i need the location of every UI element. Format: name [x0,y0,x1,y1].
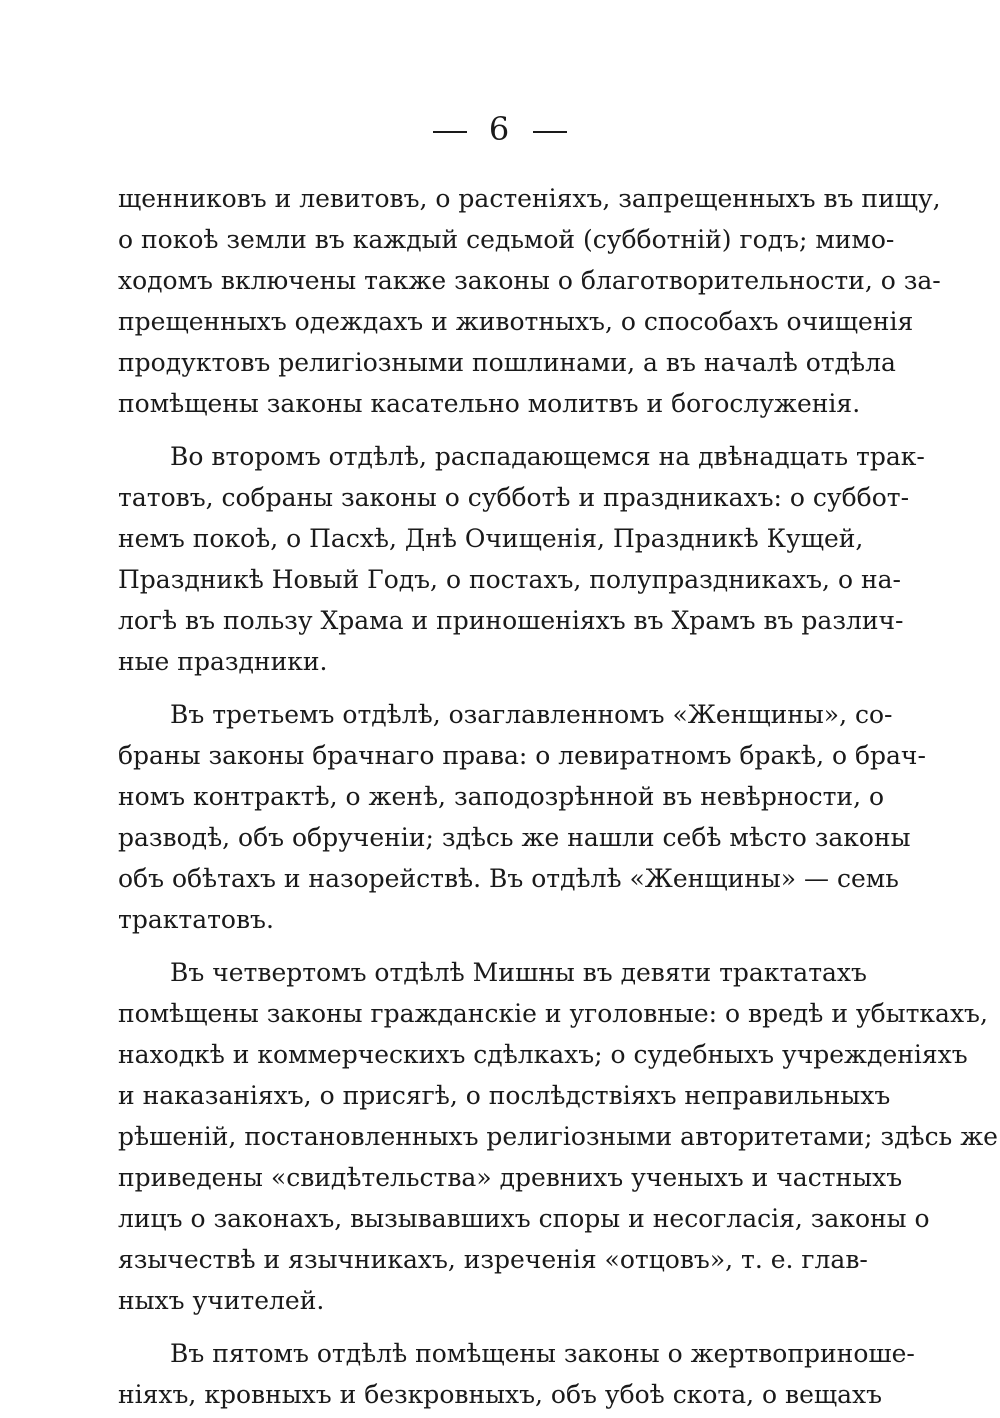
right-dash [533,131,567,133]
text-line: логѣ въ пользу Храма и приношеніяхъ въ Храмъ въ различ- [118,606,904,635]
text-line: щенниковъ и левитовъ, о растеніяхъ, запрещенныхъ въ пищу, [118,184,941,213]
text-line: находкѣ и коммерческихъ сдѣлкахъ; о судебныхъ учрежденіяхъ [118,1040,968,1069]
page-number-header [0,110,1000,148]
text-line: татовъ, собраны законы о субботѣ и праздникахъ: о суббот- [118,483,910,512]
paragraph-1 [118,178,941,424]
page-number: 6 [488,110,512,148]
text-line: Въ пятомъ отдѣлѣ помѣщены законы о жертвоприноше- [170,1339,915,1368]
text-line: ныхъ учителей. [118,1286,325,1315]
text-line: Праздникѣ Новый Годъ, о постахъ, полупраздникахъ, о на- [118,565,901,594]
body-text [118,178,998,1415]
text-line: язычествѣ и язычникахъ, изреченія «отцовъ», т. е. глав- [118,1245,868,1274]
text-line: и наказаніяхъ, о присягѣ, о послѣдствіяхъ неправильныхъ [118,1081,891,1110]
text-line: объ обѣтахъ и назорействѣ. Въ отдѣлѣ «Женщины» — семь [118,864,899,893]
paragraph-2 [118,436,925,682]
text-line: о покоѣ земли въ каждый седьмой (субботній) годъ; мимо- [118,225,895,254]
text-line: рѣшеній, постановленныхъ религіозными авторитетами; здѣсь же [118,1122,998,1151]
text-line: разводѣ, объ обрученіи; здѣсь же нашли себѣ мѣсто законы [118,823,911,852]
text-line: Въ четвертомъ отдѣлѣ Мишны въ девяти трактатахъ [170,958,867,987]
text-line: продуктовъ религіозными пошлинами, а въ началѣ отдѣла [118,348,896,377]
text-line: номъ контрактѣ, о женѣ, заподозрѣнной въ невѣрности, о [118,782,885,811]
text-line: лицъ о законахъ, вызывавшихъ споры и несогласія, законы о [118,1204,930,1233]
paragraph-5 [118,1333,915,1415]
text-line: Въ третьемъ отдѣлѣ, озаглавленномъ «Женщины», со- [170,700,893,729]
text-line: приведены «свидѣтельства» древнихъ ученыхъ и частныхъ [118,1163,903,1192]
left-dash [433,131,467,133]
text-line: немъ покоѣ, о Пасхѣ, Днѣ Очищенія, Праздникѣ Кущей, [118,524,864,553]
paragraph-4 [118,952,998,1321]
text-line: прещенныхъ одеждахъ и животныхъ, о способахъ очищенія [118,307,914,336]
text-line: ные праздники. [118,647,328,676]
text-line: помѣщены законы касательно молитвъ и богослуженія. [118,389,861,418]
text-line: трактатовъ. [118,905,274,934]
text-line: браны законы брачнаго права: о левиратномъ бракѣ, о брач- [118,741,926,770]
text-line: помѣщены законы гражданскіе и уголовные: о вредѣ и убыткахъ, [118,999,988,1028]
text-line: ходомъ включены также законы о благотворительности, о за- [118,266,941,295]
paragraph-3 [118,694,926,940]
text-line: Во второмъ отдѣлѣ, распадающемся на двѣнадцать трак- [170,442,925,471]
text-line: ніяхъ, кровныхъ и безкровныхъ, объ убоѣ скота, о вещахъ [118,1380,883,1409]
